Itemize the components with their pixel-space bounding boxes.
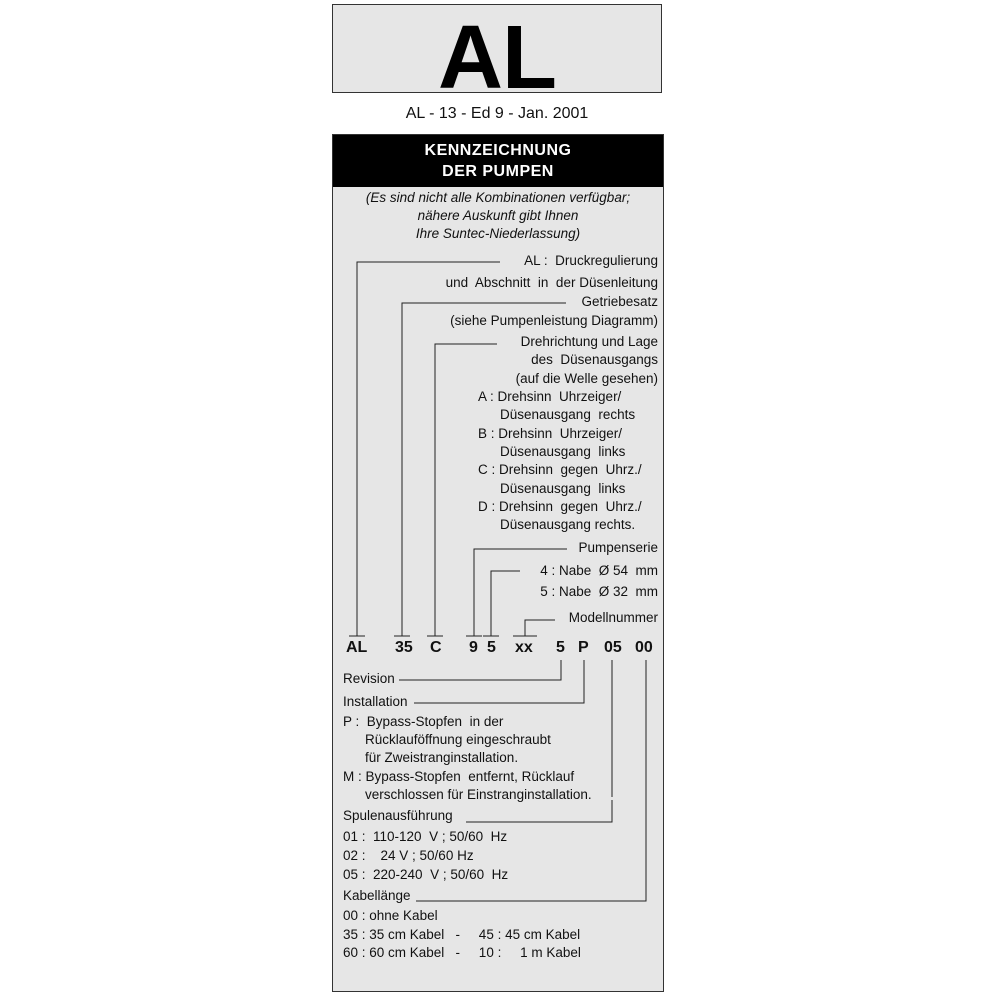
leader-line-coil [466,800,612,822]
note-line-2: nähere Auskunft gibt Ihnen [417,208,579,223]
note-line-3: Ihre Suntec-Niederlassung) [415,226,581,241]
label-cable-60: 60 : 60 cm Kabel - 10 : 1 m Kabel [343,945,581,960]
label-installation-m1: M : Bypass-Stopfen entfernt, Rücklauf [343,769,575,784]
label-installation: Installation [343,694,408,709]
leader-line-rotation [435,344,497,636]
code-part-series: 9 [469,639,478,656]
label-cable-35: 35 : 35 cm Kabel - 45 : 45 cm Kabel [343,927,581,942]
leader-line-installation [414,660,584,703]
label-rotation-b2: Düsenausgang links [500,444,626,459]
code-part-model: xx [515,639,533,656]
label-coil-05: 05 : 220-240 V ; 50/60 Hz [343,867,509,882]
label-pump-series: Pumpenserie [578,540,658,555]
label-coil-02: 02 : 24 V ; 50/60 Hz [343,848,474,863]
label-rotation-a2: Düsenausgang rechts [500,407,636,422]
label-rotation-d1: D : Drehsinn gegen Uhrz./ [478,499,642,514]
label-rotation-a1: A : Drehsinn Uhrzeiger/ [478,389,622,404]
code-part-revision: 5 [556,639,565,656]
leader-line-al [357,262,500,636]
label-cable-00: 00 : ohne Kabel [343,908,438,923]
label-rotation-3: (auf die Welle gesehen) [515,371,658,386]
label-installation-m2: verschlossen für Einstranginstallation. [365,787,592,802]
label-al-2: und Abschnitt in der Düsenleitung [445,275,658,290]
label-rotation-c1: C : Drehsinn gegen Uhrz./ [478,462,642,477]
label-gear-1: Getriebesatz [581,294,658,309]
leader-line-model [525,620,555,636]
leader-line-revision [399,660,561,680]
code-part-coil: 05 [604,639,622,656]
note-line-1: (Es sind nicht alle Kombinationen verfügbar; [365,190,631,205]
label-installation-p3: für Zweistranginstallation. [365,750,519,765]
title-line-2: DER PUMPEN [442,163,554,180]
code-part-gear: 35 [395,639,413,656]
label-rotation-1: Drehrichtung und Lage [520,334,658,349]
leader-line-gear [402,303,566,636]
code-part-cable: 00 [635,639,653,656]
label-coil-01: 01 : 110-120 V ; 50/60 Hz [343,829,508,844]
label-cable: Kabellänge [343,888,411,903]
leader-line-series [474,549,567,636]
label-coil: Spulenausführung [343,808,453,823]
label-gear-2: (siehe Pumpenleistung Diagramm) [450,313,658,328]
label-installation-p1: P : Bypass-Stopfen in der [343,714,504,729]
label-rotation-2: des Düsenausgangs [531,352,658,367]
code-part-hub: 5 [487,639,496,656]
code-part-al: AL [346,639,368,656]
label-hub-5: 5 : Nabe Ø 32 mm [540,584,658,599]
label-rotation-b1: B : Drehsinn Uhrzeiger/ [478,426,623,441]
code-part-rotation: C [430,639,442,656]
document-reference: AL - 13 - Ed 9 - Jan. 2001 [405,105,589,122]
title-line-1: KENNZEICHNUNG [424,142,572,159]
label-rotation-c2: Düsenausgang links [500,481,626,496]
leader-line-hub [491,571,520,636]
label-model-number: Modellnummer [568,610,658,625]
label-hub-4: 4 : Nabe Ø 54 mm [540,563,658,578]
label-rotation-d2: Düsenausgang rechts. [500,517,636,532]
label-revision: Revision [343,671,395,686]
label-installation-p2: Rücklauföffnung eingeschraubt [365,732,551,747]
logo-al: AL [438,8,556,108]
label-al-1: AL : Druckregulierung [524,253,658,268]
code-part-installation: P [578,639,589,656]
